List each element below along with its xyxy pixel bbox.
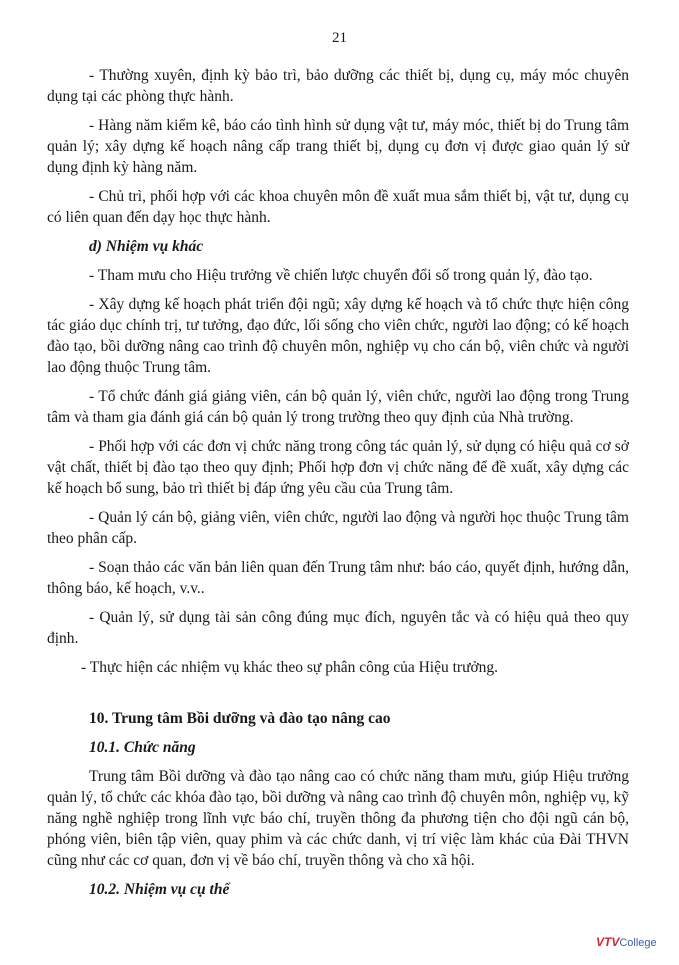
section-heading: 10. Trung tâm Bồi dưỡng và đào tạo nâng cao: [89, 710, 391, 727]
paragraph: - Tham mưu cho Hiệu trưởng về chiến lược chuyển đổi số trong quản lý, đào tạo.: [89, 267, 593, 284]
paragraph: - Xây dựng kế hoạch phát triển đội ngũ; xây dựng kế hoạch và tổ chức thực hiện công tác giáo dục chính trị, tư tưởng, đạo đức, lối sống cho viên chức, người lao động; có kế hoạch đào tạo, bồi dưỡng nâng cao trình độ chuyên môn, nghiệp vụ cho cán bộ, viên chức và người lao động thuộc Trung tâm.: [47, 296, 629, 376]
vtv-college-logo: [596, 935, 657, 949]
subheading-specific-tasks: 10.2. Nhiệm vụ cụ thể: [89, 881, 230, 898]
subheading-other-tasks: d) Nhiệm vụ khác: [89, 238, 204, 255]
paragraph: - Tổ chức đánh giá giảng viên, cán bộ quản lý, viên chức, người lao động trong Trung tâm và tham gia đánh giá cán bộ quản lý trong trường theo quy định của Nhà trường.: [47, 388, 629, 426]
page-number: 21: [332, 30, 347, 46]
paragraph: Trung tâm Bồi dưỡng và đào tạo nâng cao có chức năng tham mưu, giúp Hiệu trưởng quản lý, tổ chức các khóa đào tạo, bồi dưỡng và nâng cao trình độ chuyên môn, nghiệp vụ, kỹ năng nghề nghiệp trong lĩnh vực báo chí, truyền thông đa phương tiện cho đội ngũ cán bộ, phóng viên, biên tập viên, quay phim và các chức danh, vị trí việc làm khác của Đài THVN cũng như các cơ quan, đơn vị về báo chí, truyền thông và cho xã hội.: [47, 768, 629, 869]
logo-brand: VTV: [596, 935, 620, 949]
paragraph: - Soạn thảo các văn bản liên quan đến Trung tâm như: báo cáo, quyết định, hướng dẫn, thông báo, kế hoạch, v.v..: [47, 559, 629, 597]
subheading-function: 10.1. Chức năng: [89, 739, 196, 756]
logo-suffix: College: [619, 937, 657, 949]
paragraph: - Thường xuyên, định kỳ bảo trì, bảo dưỡng các thiết bị, dụng cụ, máy móc chuyên dụng tại các phòng thực hành.: [47, 67, 629, 105]
paragraph: - Quản lý cán bộ, giảng viên, viên chức, người lao động và người học thuộc Trung tâm theo phân cấp.: [47, 509, 629, 547]
paragraph: - Chủ trì, phối hợp với các khoa chuyên môn đề xuất mua sắm thiết bị, vật tư, dụng cụ có liên quan đến dạy học thực hành.: [47, 188, 629, 226]
paragraph: - Phối hợp với các đơn vị chức năng trong công tác quản lý, sử dụng có hiệu quả cơ sở vật chất, thiết bị đào tạo theo quy định; Phối hợp đơn vị chức năng để đề xuất, xây dựng các kế hoạch bổ sung, bảo trì thiết bị đáp ứng yêu cầu của Trung tâm.: [47, 438, 629, 497]
document-body: [47, 65, 629, 908]
paragraph: - Hàng năm kiểm kê, báo cáo tình hình sử dụng vật tư, máy móc, thiết bị do Trung tâm quản lý; xây dựng kế hoạch nâng cấp trang thiết bị, dụng cụ đơn vị được giao quản lý sử dụng định kỳ hàng năm.: [47, 117, 629, 176]
paragraph: - Thực hiện các nhiệm vụ khác theo sự phân công của Hiệu trưởng.: [81, 659, 499, 676]
paragraph: - Quản lý, sử dụng tài sản công đúng mục đích, nguyên tắc và có hiệu quả theo quy định.: [47, 609, 629, 647]
